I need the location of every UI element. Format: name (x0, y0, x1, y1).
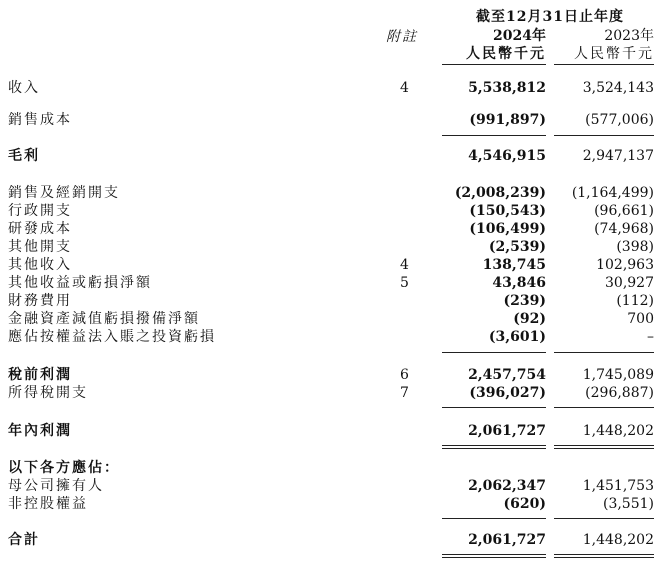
table-row (0, 291, 660, 311)
row-label: 毛利 (8, 148, 40, 164)
table-row-cost-of-sales (0, 110, 660, 130)
subtotal-line-2024 (442, 518, 546, 519)
row-label: 其他開支 (8, 239, 72, 255)
row-label: 其他收益或虧損淨額 (8, 275, 152, 291)
subtotal-line-2023 (554, 407, 654, 408)
value-2024: (92) (513, 311, 546, 327)
row-label: 金融資產減值虧損撥備淨額 (8, 311, 200, 327)
table-row (0, 273, 660, 293)
value-2023: 102,963 (596, 257, 654, 273)
value-2023: (96,661) (594, 203, 654, 219)
table-row (0, 219, 660, 239)
row-label: 收入 (8, 80, 40, 96)
value-2023: (1,164,499) (571, 185, 654, 201)
value-2024: 5,538,812 (468, 80, 546, 96)
row-note: 7 (400, 385, 409, 401)
double-underline-2024 (442, 554, 546, 555)
row-label: 研發成本 (8, 221, 72, 237)
double-underline-2023 (554, 445, 654, 446)
row-note: 5 (400, 275, 409, 291)
table-row-non-controlling (0, 494, 660, 514)
row-label: 以下各方應佔： (8, 460, 120, 476)
value-2023: 3,524,143 (582, 80, 654, 96)
table-row-total (0, 530, 660, 550)
header-underline-2023 (554, 64, 654, 65)
table-row (0, 201, 660, 221)
table-row-profit-for-year (0, 421, 660, 441)
table-row-profit-before-tax (0, 365, 660, 385)
value-2023: 1,448,202 (582, 423, 654, 439)
row-note: 4 (400, 257, 409, 273)
double-underline-2023 (554, 448, 654, 449)
table-row-gross-profit (0, 146, 660, 166)
value-2024: 2,457,754 (468, 367, 546, 383)
value-2024: (991,897) (469, 112, 546, 128)
value-2024: (3,601) (488, 329, 546, 345)
value-2023: (3,551) (602, 496, 654, 512)
double-underline-2023 (554, 557, 654, 558)
unit-2023-heading: 人民幣千元 (574, 46, 654, 62)
table-row (0, 309, 660, 329)
subtotal-line-2023 (554, 135, 654, 136)
double-underline-2023 (554, 554, 654, 555)
subtotal-line-2023 (554, 352, 654, 353)
value-2023: (577,006) (585, 112, 654, 128)
value-2023: 1,448,202 (582, 532, 654, 548)
double-underline-2024 (442, 448, 546, 449)
value-2024: 138,745 (482, 257, 546, 273)
value-2024: (150,543) (469, 203, 546, 219)
row-label: 銷售成本 (8, 112, 72, 128)
value-2023: (398) (616, 239, 654, 255)
value-2024: (239) (503, 293, 546, 309)
row-note: 6 (400, 367, 409, 383)
row-label: 應佔按權益法入賬之投資虧損 (8, 329, 216, 345)
note-column-heading: 附註 (386, 29, 418, 45)
value-2024: 4,546,915 (468, 148, 546, 164)
table-row (0, 237, 660, 257)
row-label: 母公司擁有人 (8, 478, 104, 494)
value-2023: (296,887) (585, 385, 654, 401)
row-note: 4 (400, 80, 409, 96)
double-underline-2024 (442, 445, 546, 446)
value-2024: (396,027) (469, 385, 546, 401)
table-row-revenue (0, 78, 660, 98)
subtotal-line-2023 (554, 518, 654, 519)
value-2023: (74,968) (594, 221, 654, 237)
subtotal-line-2024 (442, 135, 546, 136)
row-label: 年內利潤 (8, 423, 72, 439)
row-label: 稅前利潤 (8, 367, 72, 383)
row-label: 行政開支 (8, 203, 72, 219)
year-2024-heading: 2024年 (493, 28, 546, 44)
year-2023-heading: 2023年 (604, 28, 654, 44)
unit-2024-heading: 人民幣千元 (466, 46, 546, 62)
table-row-attributable-heading (0, 458, 660, 478)
value-2023: (112) (616, 293, 654, 309)
row-label: 非控股權益 (8, 496, 88, 512)
row-label: 合計 (8, 532, 40, 548)
subtotal-line-2024 (442, 352, 546, 353)
value-2024: (106,499) (469, 221, 546, 237)
row-label: 銷售及經銷開支 (8, 185, 120, 201)
value-2024: 43,846 (492, 275, 546, 291)
table-row (0, 327, 660, 347)
row-label: 所得稅開支 (8, 385, 88, 401)
value-2024: 2,061,727 (468, 423, 546, 439)
value-2023: 30,927 (605, 275, 654, 291)
value-2023: – (647, 329, 654, 345)
period-heading: 截至12月31日止年度 (476, 9, 624, 25)
row-label: 其他收入 (8, 257, 72, 273)
table-row-owners (0, 476, 660, 496)
value-2023: 1,745,089 (582, 367, 654, 383)
table-row (0, 255, 660, 275)
value-2024: (2,539) (488, 239, 546, 255)
value-2023: 1,451,753 (582, 478, 654, 494)
value-2024: (2,008,239) (454, 185, 546, 201)
value-2023: 700 (627, 311, 654, 327)
value-2024: 2,061,727 (468, 532, 546, 548)
table-row-income-tax (0, 383, 660, 403)
row-label: 財務費用 (8, 293, 72, 309)
table-row (0, 183, 660, 203)
value-2024: 2,062,347 (468, 478, 546, 494)
header-underline-2024 (442, 64, 546, 65)
value-2024: (620) (503, 496, 546, 512)
value-2023: 2,947,137 (582, 148, 654, 164)
double-underline-2024 (442, 557, 546, 558)
subtotal-line-2024 (442, 407, 546, 408)
